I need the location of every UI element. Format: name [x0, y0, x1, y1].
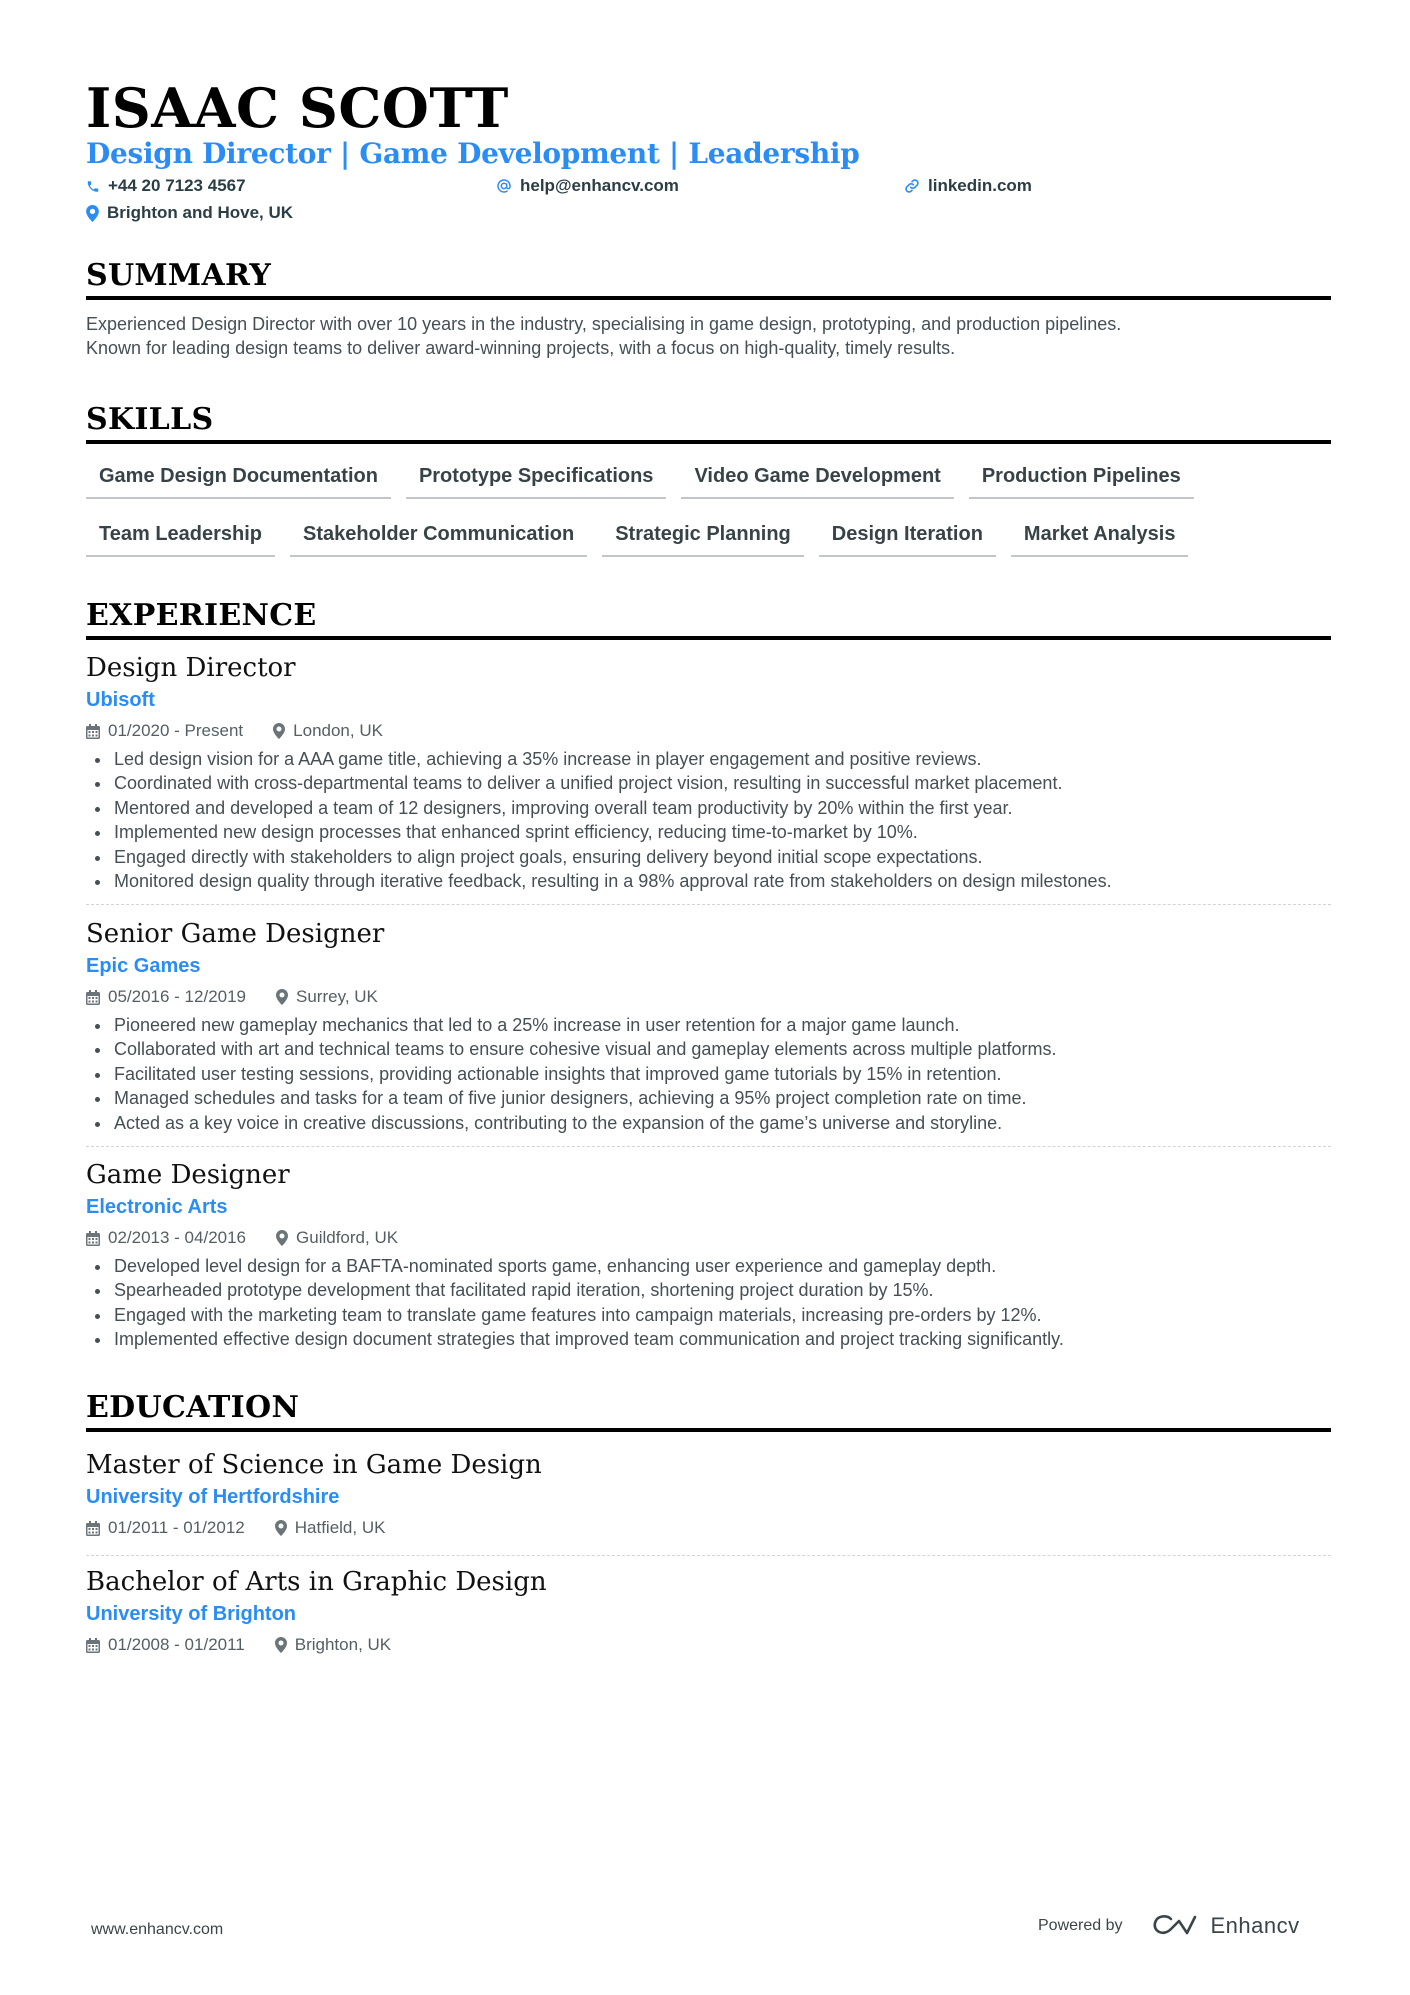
- location-pin-icon: [273, 723, 285, 739]
- bullet-item: Engaged directly with stakeholders to align project goals, ensuring delivery beyond initial scope expectations.: [86, 845, 1331, 869]
- bullet-item: Monitored design quality through iterative feedback, resulting in a 98% approval rate from stakeholders on design milestones.: [86, 869, 1331, 893]
- date-text: 01/2008 - 01/2011: [108, 1635, 245, 1654]
- skill-tag: Stakeholder Communication: [290, 521, 587, 557]
- date-range: [86, 1227, 246, 1249]
- location-pin-icon: [86, 205, 99, 222]
- candidate-name: ISAAC SCOTT: [86, 76, 509, 140]
- location-text: Brighton, UK: [294, 1635, 392, 1654]
- location-text: Hatfield, UK: [294, 1518, 386, 1537]
- skill-tag: Production Pipelines: [969, 463, 1194, 499]
- location-pin-icon: [275, 1520, 287, 1536]
- achievement-list: [86, 1254, 1331, 1352]
- powered-by-label: Powered by: [1038, 1917, 1123, 1934]
- link-icon: [904, 178, 920, 194]
- contact-location: [86, 202, 293, 224]
- job-title: Game Designer: [86, 1160, 290, 1190]
- education-entry: [86, 1448, 1331, 1540]
- at-icon: [496, 178, 512, 194]
- school-name: University of Brighton: [86, 1603, 297, 1625]
- summary-line: Experienced Design Director with over 10 years in the industry, specialising in game design, prototyping, and production pipelines.: [86, 314, 1122, 334]
- experience-entry: [86, 1158, 1331, 1352]
- location: [276, 986, 378, 1008]
- phone-text: +44 20 7123 4567: [108, 176, 246, 195]
- location-text: Guildford, UK: [296, 1228, 399, 1247]
- brand-name: Enhancv: [1210, 1913, 1300, 1938]
- footer-powered-by: [1038, 1913, 1300, 1939]
- section-title-summary: SUMMARY: [86, 258, 1331, 300]
- location-pin-icon: [276, 989, 288, 1005]
- location-text: Brighton and Hove, UK: [107, 203, 294, 222]
- company-name: Ubisoft: [86, 689, 155, 711]
- bullet-item: Engaged with the marketing team to translate game features into campaign materials, increasing pre-orders by 12%.: [86, 1303, 1331, 1327]
- skills-row-1: [86, 463, 1209, 499]
- entry-meta: [86, 1633, 1331, 1657]
- calendar-icon: [86, 1638, 100, 1653]
- contact-linkedin[interactable]: [904, 175, 1032, 197]
- location-text: London, UK: [293, 721, 383, 740]
- calendar-icon: [86, 1521, 100, 1536]
- entry-meta: [86, 719, 1331, 743]
- location-pin-icon: [275, 1637, 287, 1653]
- job-title: Design Director: [86, 653, 296, 683]
- bullet-item: Mentored and developed a team of 12 designers, improving overall team productivity by 20% within the first year.: [86, 796, 1331, 820]
- location: [276, 1227, 398, 1249]
- skill-tag: Game Design Documentation: [86, 463, 391, 499]
- date-range: [86, 1517, 245, 1539]
- section-title-skills: SKILLS: [86, 402, 1331, 444]
- achievement-list: [86, 1013, 1331, 1135]
- footer-website[interactable]: www.enhancv.com: [91, 1921, 224, 1938]
- calendar-icon: [86, 990, 100, 1005]
- achievement-list: [86, 747, 1331, 893]
- job-title: Senior Game Designer: [86, 919, 385, 949]
- summary-text: [86, 313, 1331, 360]
- entry-meta: [86, 985, 1331, 1009]
- date-text: 02/2013 - 04/2016: [108, 1228, 247, 1247]
- entry-divider: [86, 1555, 1331, 1556]
- location: [275, 1634, 391, 1656]
- company-name: Epic Games: [86, 955, 201, 977]
- bullet-item: Pioneered new gameplay mechanics that led to a 25% increase in user retention for a major game launch.: [86, 1013, 1331, 1037]
- experience-entry: [86, 651, 1331, 893]
- experience-entry: [86, 917, 1331, 1135]
- bullet-item: Developed level design for a BAFTA-nominated sports game, enhancing user experience and gameplay depth.: [86, 1254, 1331, 1278]
- headline: Design Director | Game Development | Leadership: [86, 137, 860, 170]
- summary-line: Known for leading design teams to deliver award-winning projects, with a focus on high-quality, timely results.: [86, 337, 956, 358]
- skill-tag: Design Iteration: [819, 521, 996, 557]
- email-link[interactable]: help@enhancv.com: [520, 176, 679, 195]
- entry-divider: [86, 1146, 1331, 1147]
- skill-tag: Strategic Planning: [602, 521, 804, 557]
- degree-title: Master of Science in Game Design: [86, 1450, 542, 1480]
- contact-phone: [86, 175, 246, 197]
- date-range: [86, 986, 246, 1008]
- bullet-item: Acted as a key voice in creative discussions, contributing to the expansion of the game’s universe and storyline.: [86, 1111, 1331, 1135]
- skill-tag: Prototype Specifications: [406, 463, 667, 499]
- skill-tag: Team Leadership: [86, 521, 275, 557]
- section-title-education: EDUCATION: [86, 1390, 1331, 1432]
- education-entry: [86, 1565, 1331, 1657]
- location: [275, 1517, 386, 1539]
- entry-divider: [86, 904, 1331, 905]
- bullet-item: Implemented new design processes that enhanced sprint efficiency, reducing time-to-market by 10%.: [86, 820, 1331, 844]
- degree-title: Bachelor of Arts in Graphic Design: [86, 1567, 547, 1597]
- calendar-icon: [86, 724, 100, 739]
- bullet-item: Spearheaded prototype development that facilitated rapid iteration, shortening project duration by 15%.: [86, 1278, 1331, 1302]
- location-text: Surrey, UK: [296, 987, 378, 1006]
- school-name: University of Hertfordshire: [86, 1486, 340, 1508]
- bullet-item: Led design vision for a AAA game title, achieving a 35% increase in player engagement and positive reviews.: [86, 747, 1331, 771]
- entry-meta: [86, 1516, 1331, 1540]
- company-name: Electronic Arts: [86, 1196, 228, 1218]
- enhancv-logo-icon: [1151, 1913, 1199, 1939]
- bullet-item: Managed schedules and tasks for a team of five junior designers, achieving a 95% project completion rate on time.: [86, 1086, 1331, 1110]
- date-text: 01/2011 - 01/2012: [108, 1518, 245, 1537]
- date-text: 05/2016 - 12/2019: [108, 987, 247, 1006]
- phone-icon: [86, 179, 100, 194]
- skill-tag: Video Game Development: [681, 463, 953, 499]
- entry-meta: [86, 1226, 1331, 1250]
- contact-email[interactable]: [496, 175, 679, 197]
- bullet-item: Facilitated user testing sessions, providing actionable insights that improved game tutorials by 15% in retention.: [86, 1062, 1331, 1086]
- calendar-icon: [86, 1231, 100, 1246]
- date-range: [86, 1634, 245, 1656]
- bullet-item: Collaborated with art and technical teams to ensure cohesive visual and gameplay elements across multiple platforms.: [86, 1037, 1331, 1061]
- location-pin-icon: [276, 1230, 288, 1246]
- skill-tag: Market Analysis: [1011, 521, 1189, 557]
- skills-row-2: [86, 521, 1203, 557]
- linkedin-link[interactable]: linkedin.com: [928, 176, 1032, 195]
- bullet-item: Coordinated with cross-departmental teams to deliver a unified project vision, resulting in successful market placement.: [86, 771, 1331, 795]
- date-text: 01/2020 - Present: [108, 721, 244, 740]
- location: [273, 720, 383, 742]
- date-range: [86, 720, 243, 742]
- bullet-item: Implemented effective design document strategies that improved team communication and project tracking significantly.: [86, 1327, 1331, 1351]
- section-title-experience: EXPERIENCE: [86, 598, 1331, 640]
